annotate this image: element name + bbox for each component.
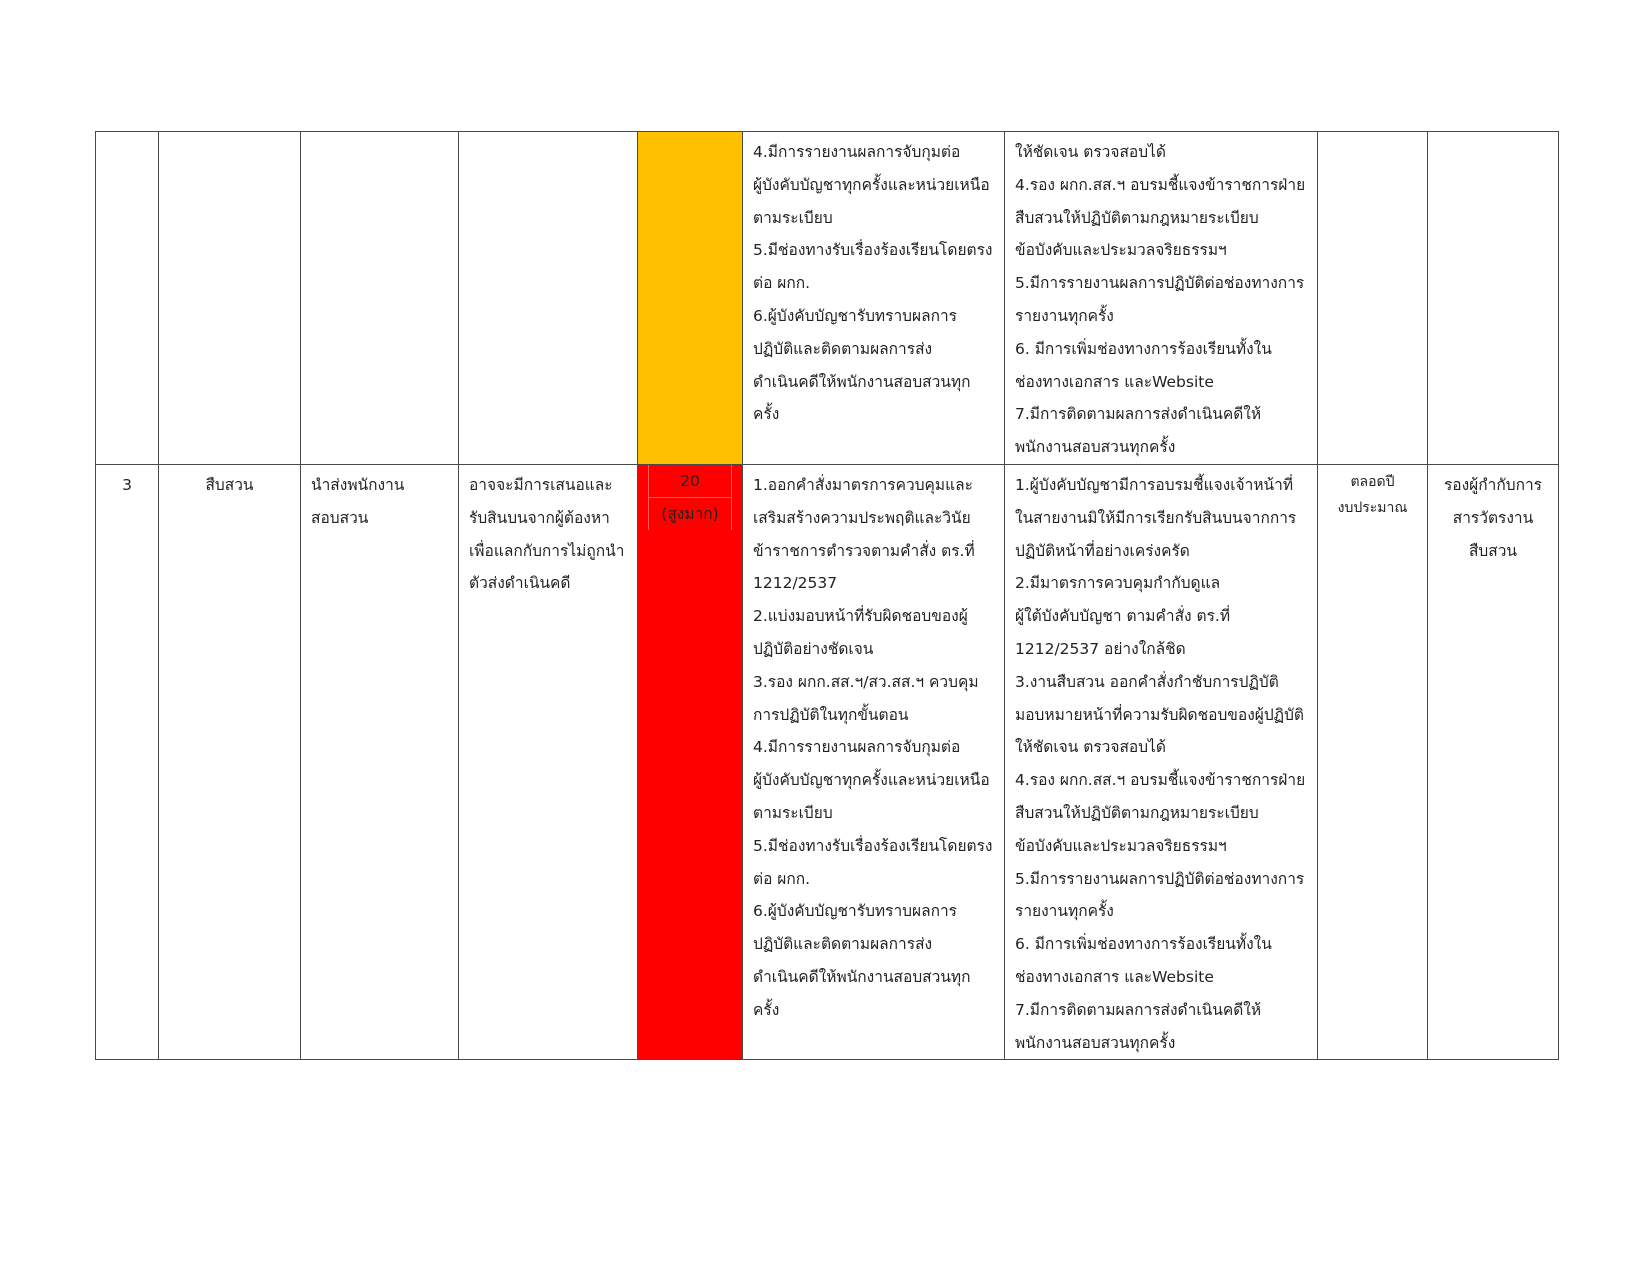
cell-additional-measures (1005, 464, 1318, 1059)
text-line: ข้อบังคับและประมวลจริยธรรมฯ (1015, 836, 1227, 855)
text-line: 1.ผู้บังคับบัญชามีการอบรมชี้แจงเจ้าหน้าที่ (1015, 475, 1294, 494)
cell-no (96, 132, 159, 465)
text-line: 4.รอง ผกก.สส.ฯ อบรมชี้แจงข้าราชการฝ่าย (1015, 175, 1306, 194)
text-line: มอบหมายหน้าที่ความรับผิดชอบของผู้ปฏิบัติ (1015, 705, 1304, 724)
text-line: 4.รอง ผกก.สส.ฯ อบรมชี้แจงข้าราชการฝ่าย (1015, 771, 1306, 790)
text-line: สอบสวน (311, 508, 369, 527)
table-row-continued (96, 132, 1559, 465)
text-line: เสริมสร้างความประพฤติและวินัย (753, 508, 971, 527)
text-line: ตัวส่งดำเนินคดี (469, 574, 571, 593)
text-line: รับสินบนจากผู้ต้องหา (469, 508, 610, 527)
text-line: ช่องทางเอกสาร และWebsite (1015, 372, 1214, 391)
text-line: 5.มีการรายงานผลการปฏิบัติต่อช่องทางการ (1015, 274, 1305, 293)
text-line: พนักงานสอบสวนทุกครั้ง (1015, 438, 1176, 457)
cell-responsible (1428, 132, 1559, 465)
cell-unit (159, 464, 301, 1059)
text-line: 4.มีการรายงานผลการจับกุมต่อ (753, 738, 961, 757)
text-line: 2.แบ่งมอบหน้าที่รับผิดชอบของผู้ (753, 607, 968, 626)
text-line: 5.มีช่องทางรับเรื่องร้องเรียนโดยตรง (753, 241, 993, 260)
text-line: ข้อบังคับและประมวลจริยธรรมฯ (1015, 241, 1227, 260)
text-line: เพื่อแลกกับการไม่ถูกนำ (469, 541, 625, 560)
cell-existing-controls (743, 132, 1005, 465)
text-line: ปฏิบัติอย่างชัดเจน (753, 639, 874, 658)
text-line: ปฏิบัติและติดตามผลการส่ง (753, 339, 933, 358)
text-line: ช่องทางเอกสาร และWebsite (1015, 967, 1214, 986)
text-line: ดำเนินคดีให้พนักงานสอบสวนทุก (753, 372, 971, 391)
cell-period (1318, 464, 1428, 1059)
text-line: 6. มีการเพิ่มช่องทางการร้องเรียนทั้งใน (1015, 935, 1272, 954)
text-line: ให้ชัดเจน ตรวจสอบได้ (1015, 143, 1166, 161)
text-line: ให้ชัดเจน ตรวจสอบได้ (1015, 738, 1166, 757)
cell-risk-level-amber (638, 132, 743, 465)
text-line: รายงานทุกครั้ง (1015, 902, 1114, 921)
text-line: 1212/2537 อย่างใกล้ชิด (1015, 639, 1186, 658)
text-line: 7.มีการติดตามผลการส่งดำเนินคดีให้ (1015, 405, 1262, 424)
text-line: 7.มีการติดตามผลการส่งดำเนินคดีให้ (1015, 1000, 1262, 1019)
text-line: รายงานทุกครั้ง (1015, 306, 1114, 325)
text-line: ตลอดปี (1350, 473, 1395, 490)
text-line: ผู้ใต้บังคับบัญชา ตามคำสั่ง ตร.ที่ (1015, 607, 1231, 626)
risk-level-label: (สูงมาก) (661, 504, 719, 523)
risk-table (95, 131, 1559, 1060)
text-line: 6. มีการเพิ่มช่องทางการร้องเรียนทั้งใน (1015, 339, 1272, 358)
text-line: 6.ผู้บังคับบัญชารับทราบผลการ (753, 306, 957, 325)
cell-process (301, 464, 459, 1059)
text-line: ครั้ง (753, 1000, 780, 1019)
text-line: ผู้บังคับบัญชาทุกครั้งและหน่วยเหนือ (753, 771, 990, 790)
text-line: การปฏิบัติในทุกขั้นตอน (753, 705, 909, 724)
text-line: งบประมาณ (1337, 499, 1408, 516)
risk-score-box (648, 465, 732, 530)
text-line: ผู้บังคับบัญชาทุกครั้งและหน่วยเหนือ (753, 175, 990, 194)
text-line: 1.ออกคำสั่งมาตรการควบคุมและ (753, 475, 973, 494)
cell-period (1318, 132, 1428, 465)
text-line: 3.รอง ผกก.สส.ฯ/สว.สส.ฯ ควบคุม (753, 672, 979, 691)
text-line: รองผู้กำกับการ (1443, 475, 1542, 494)
text-line: ข้าราชการตำรวจตามคำสั่ง ตร.ที่ (753, 541, 975, 560)
cell-no (96, 464, 159, 1059)
text-line: ดำเนินคดีให้พนักงานสอบสวนทุก (753, 967, 971, 986)
cell-unit (159, 132, 301, 465)
text-line: 4.มีการรายงานผลการจับกุมต่อ (753, 143, 961, 161)
text-line: ปฏิบัติหน้าที่อย่างเคร่งครัด (1015, 541, 1190, 560)
text-line: 2.มีมาตรการควบคุมกำกับดูแล (1015, 574, 1221, 593)
row-number: 3 (122, 475, 132, 494)
text-line: สารวัตรงาน (1452, 508, 1534, 527)
text-line: ปฏิบัติและติดตามผลการส่ง (753, 935, 933, 954)
text-line: 5.มีการรายงานผลการปฏิบัติต่อช่องทางการ (1015, 869, 1305, 888)
risk-score: 20 (649, 465, 731, 498)
text-line: ตามระเบียบ (753, 803, 833, 822)
text-line: 3.งานสืบสวน ออกคำสั่งกำชับการปฏิบัติ (1015, 672, 1279, 691)
text-line: สืบสวน (1468, 541, 1518, 560)
text-line: ตามระเบียบ (753, 208, 833, 227)
cell-responsible (1428, 464, 1559, 1059)
text-line: นำส่งพนักงาน (311, 475, 405, 494)
unit-name: สืบสวน (205, 475, 254, 494)
cell-risk (459, 464, 638, 1059)
text-line: สืบสวนให้ปฏิบัติตามกฎหมายระเบียบ (1015, 208, 1259, 227)
text-line: ต่อ ผกก. (753, 869, 811, 888)
text-line: อาจจะมีการเสนอและ (469, 475, 613, 494)
cell-existing-controls (743, 464, 1005, 1059)
text-line: ในสายงานมิให้มีการเรียกรับสินบนจากการ (1015, 508, 1297, 527)
cell-risk (459, 132, 638, 465)
table-row-3 (96, 464, 1559, 1059)
text-line: 6.ผู้บังคับบัญชารับทราบผลการ (753, 902, 957, 921)
text-line: สืบสวนให้ปฏิบัติตามกฎหมายระเบียบ (1015, 803, 1259, 822)
text-line: ต่อ ผกก. (753, 274, 811, 293)
cell-risk-level-red (638, 464, 743, 1059)
text-line: 5.มีช่องทางรับเรื่องร้องเรียนโดยตรง (753, 836, 993, 855)
cell-additional-measures (1005, 132, 1318, 465)
text-line: พนักงานสอบสวนทุกครั้ง (1015, 1033, 1176, 1052)
cell-process (301, 132, 459, 465)
text-line: ครั้ง (753, 405, 780, 424)
text-line: 1212/2537 (753, 574, 838, 593)
